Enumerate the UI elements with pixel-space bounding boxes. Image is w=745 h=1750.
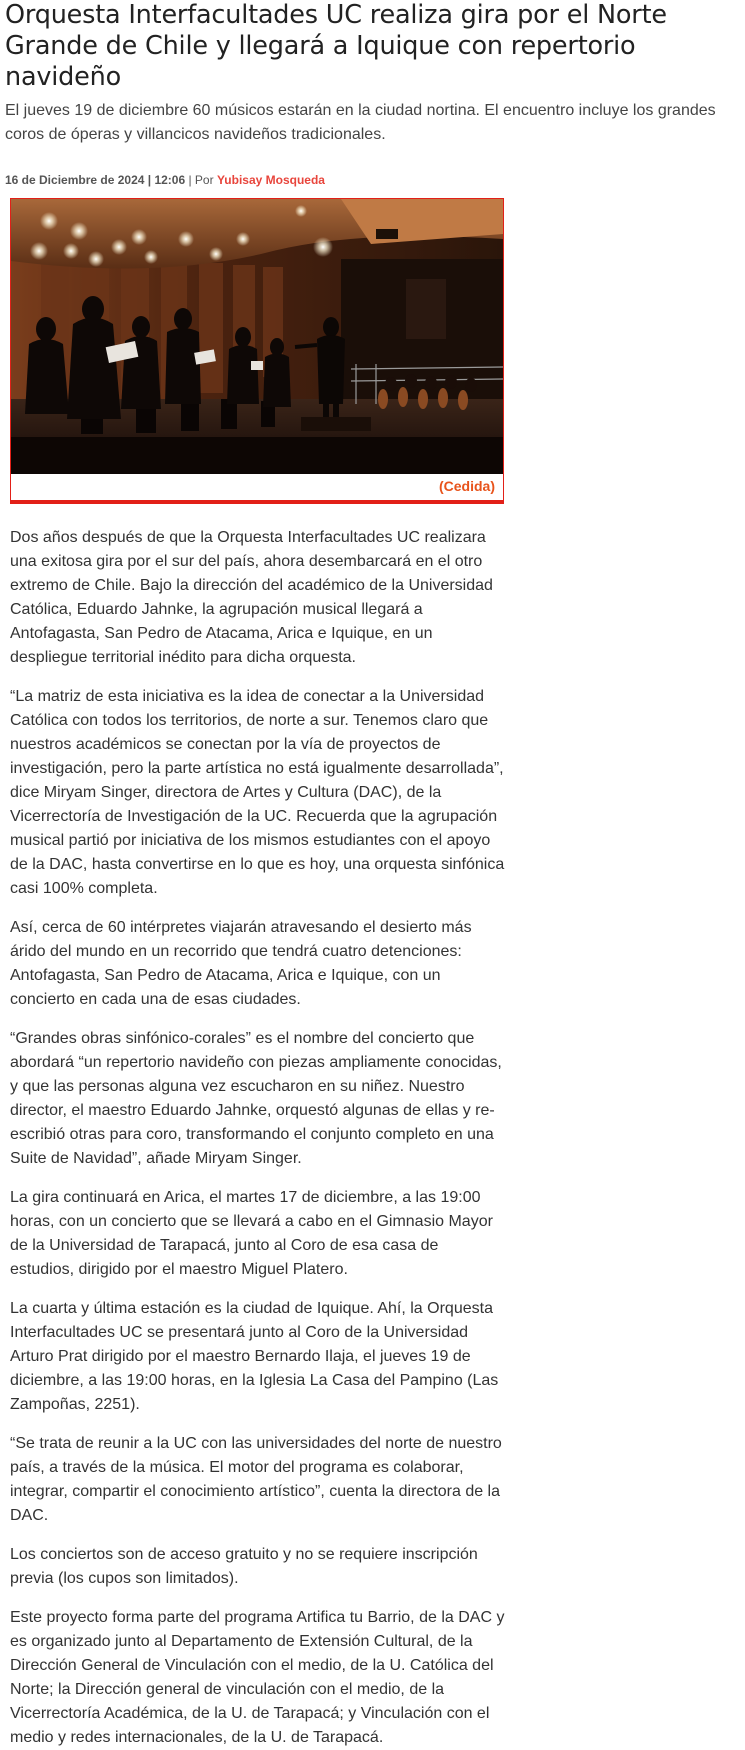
- paragraph: Dos años después de que la Orquesta Interfacultades UC realizara una exitosa gira por el sur del país, ahora desembarcará en el otro extremo de Chile. Bajo la dirección del académico de la Universidad Católica, Eduardo Jahnke, la agrupación musical llegará a Antofagasta, San Pedro de Atacama, Arica e Iquique, en un despliegue territorial inédito para dicha orquesta.: [10, 529, 493, 666]
- paragraph: “La matriz de esta iniciativa es la idea de conectar a la Universidad Católica con todos los territorios, de norte a sur. Tenemos claro que nuestros académicos se conectan por la vía de proyectos de investigación, pero la parte artística no está igualmente desarrollada”, dice Miryam Singer, directora de Artes y Cultura (DAC), de la Vicerrectoría de Investigación de la UC. Recuerda que la agrupación musical partió por iniciativa de los mismos estudiantes con el apoyo de la DAC, hasta convertirse en lo que es hoy, una orquesta sinfónica casi 100% completa.: [10, 688, 505, 897]
- article-lead: El jueves 19 de diciembre 60 músicos estarán en la ciudad nortina. El encuentro incluye los grandes coros de óperas y villancicos navideños tradicionales.: [5, 102, 716, 143]
- concert-photo: [11, 199, 503, 474]
- article-headline: Orquesta Interfacultades UC realiza gira por el Norte Grande de Chile y llegará a Iquique con repertorio navideño: [5, 0, 667, 92]
- paragraph: La gira continuará en Arica, el martes 17 de diciembre, a las 19:00 horas, con un concierto que se llevará a cabo en el Gimnasio Mayor de la Universidad de Tarapacá, junto al Coro de esa casa de estudios, dirigido por el maestro Miguel Platero.: [10, 1189, 493, 1278]
- image-caption: (Cedida): [439, 478, 495, 494]
- paragraph: Así, cerca de 60 intérpretes viajarán atravesando el desierto más árido del mundo en un recorrido que tendrá cuatro detenciones: Antofagasta, San Pedro de Atacama, Arica e Iquique, con un concierto en cada una de esas ciudades.: [10, 919, 472, 1008]
- publish-date: 16 de Diciembre de 2024 | 12:06: [5, 173, 186, 187]
- paragraph: “Grandes obras sinfónico-corales” es el nombre del concierto que abordará “un repertorio navideño con piezas ampliamente conocidas, y que las personas alguna vez escucharon en su niñez. Nuestro director, el maestro Eduardo Jahnke, orquestó algunas de ellas y re-escribió otras para coro, transformando el conjunto completo en una Suite de Navidad”, añade Miryam Singer.: [10, 1030, 502, 1167]
- paragraph: La cuarta y última estación es la ciudad de Iquique. Ahí, la Orquesta Interfacultades UC se presentará junto al Coro de la Universidad Arturo Prat dirigido por el maestro Bernardo Ilaja, el jueves 19 de diciembre, a las 19:00 horas, en la Iglesia La Casa del Pampino (Las Zampoñas, 2251).: [10, 1300, 499, 1413]
- article-meta: [0, 172, 745, 188]
- article-body: [0, 526, 505, 1750]
- paragraph: Este proyecto forma parte del programa Artifica tu Barrio, de la DAC y es organizado junto al Departamento de Extensión Cultural, de la Dirección General de Vinculación con el medio, de la U. Católica del Norte; la Dirección general de vinculación con el medio, de la Vicerrectoría Académica, de la U. de Tarapacá; y Vinculación con el medio y redes internacionales, de la U. de Tarapacá.: [10, 1609, 505, 1746]
- orchestra-illustration: [11, 199, 503, 474]
- author-link[interactable]: Yubisay Mosqueda: [216, 173, 325, 187]
- byline-separator: | Por: [185, 173, 217, 187]
- article-figure: [10, 198, 504, 504]
- paragraph: Los conciertos son de acceso gratuito y no se requiere inscripción previa (los cupos son limitados).: [10, 1546, 478, 1587]
- paragraph: “Se trata de reunir a la UC con las universidades del norte de nuestro país, a través de la música. El motor del programa es colaborar, integrar, compartir el conocimiento artístico”, cuenta la directora de la DAC.: [10, 1435, 502, 1524]
